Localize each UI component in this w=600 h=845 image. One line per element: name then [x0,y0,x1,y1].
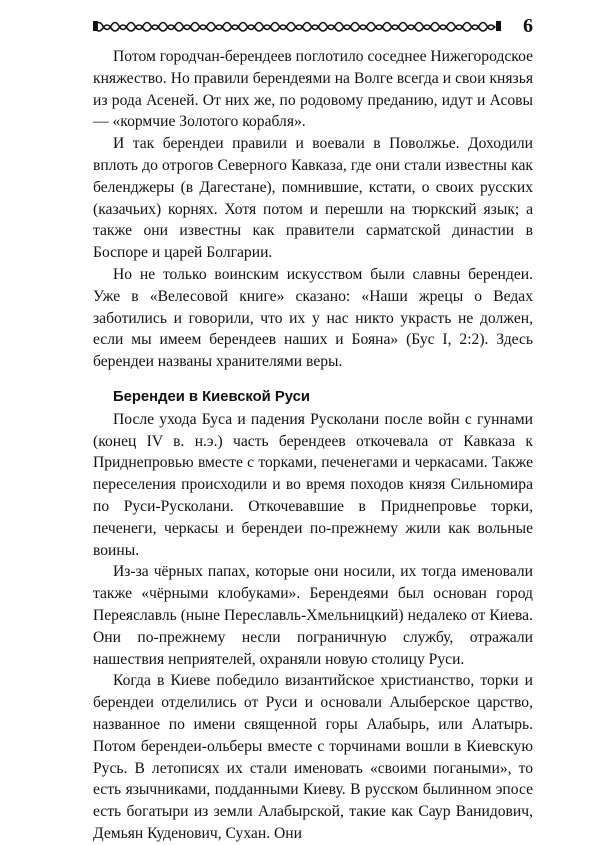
paragraph: Но не только воинским искусством были славны берендеи. Уже в «Велесовой книге» сказано: «Наши жрецы о Ведах заботились и говорили, что их у нас никто украсть не должен, если мы имеем берендеев наших и Бояна» (Бус I, 2:2). Здесь берендеи названы хранителями веры. [93,265,533,371]
paragraph: Когда в Киеве победило византийское христианство, торки и берендеи отделились от Руси и основали Алыберское царство, названное по имени священной горы Алабырь, или Алатырь. Потом берендеи-ольберы вместе с торчинами вошли в Киевскую Русь. В летописях их стали именовать «своими погаными», то есть язычниками, подданными Киеву. В русском былинном эпосе есть богатыри из земли Алабырской, такие как Саур Ванидович, Демьян Куденович, Сухан. Они [93,672,533,842]
page-number: 6 [523,15,533,37]
paragraph: Потом городчан-берендеев поглотило соседнее Нижегородское княжество. Но правили берендеями на Волге всегда и свои князья из рода Асеней. От них же, по родовому преданию, идут и Асовы — «кормчие Золотого корабля». [93,48,533,131]
paragraph: После ухода Буса и падения Русколани после войн с гуннами (конец IV в. н.э.) часть берендеев откочевала от Кавказа к Приднепровью вместе с торками, печенегами и черкасами. Также переселения происходили и во время походов князя Сильномира по Руси-Русколани. Откочевавшие в Приднепровье торки, печенеги, черкасы и берендеи по-прежнему жили как вольные воины. [93,410,533,559]
wave-border-ornament-icon [93,17,501,35]
paragraph: И так берендеи правили и воевали в Поволжье. Доходили вплоть до отрогов Северного Кавказа, где они стали известны как беленджеры (в Дагестане), помнившие, кстати, о своих русских (казачьих) корнях. Хотя потом и перешли на тюркский язык; а также они известны как правители сарматской династии в Боспоре и царей Болгарии. [93,135,533,262]
page-header [93,14,533,40]
page-body [93,46,533,845]
paragraph: Из-за чёрных папах, которые они носили, их тогда именовали также «чёрными клобуками». Берендеями был основан город Переяславль (ныне Переславль-Хмельницкий) недалеко от Киева. Они по-прежнему несли пограничную службу, отражали нашествия неприятелей, охраняли новую столицу Руси. [93,563,533,668]
section-heading: Берендеи в Киевской Руси [113,388,310,405]
